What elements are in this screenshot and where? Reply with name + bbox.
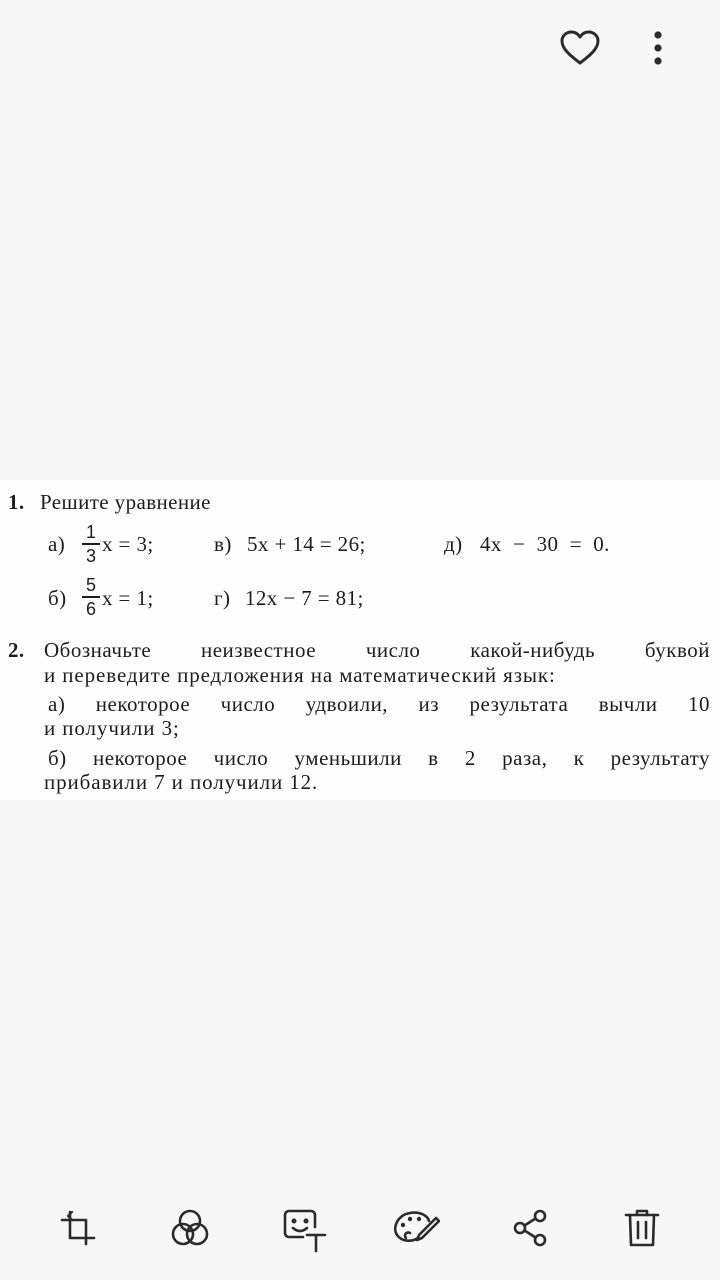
fraction-bar <box>82 543 100 545</box>
task1-a-numerator: 1 <box>85 522 96 542</box>
sticker-text-button[interactable] <box>278 1204 330 1256</box>
task2-item-a-line2: и получили 3; <box>44 716 180 740</box>
task1-a-expression: x = 3; <box>102 532 154 556</box>
task1-b-numerator: 5 <box>85 575 96 595</box>
task2-item-a-line1: а) некоторое число удвоили, из результата вычли 10 <box>48 692 710 716</box>
task1-g-label: г) <box>214 586 231 610</box>
task1-b-label: б) <box>48 586 67 610</box>
task1-number: 1. <box>8 490 25 514</box>
task1-a-denominator: 3 <box>85 546 96 566</box>
task1-b-expression: x = 1; <box>102 586 154 610</box>
photo-image <box>0 480 720 800</box>
delete-button[interactable] <box>618 1204 666 1252</box>
task2-item-b-line1: б) некоторое число уменьшили в 2 раза, к результату <box>48 746 710 770</box>
delete-icon <box>622 1207 662 1249</box>
draw-button[interactable] <box>390 1204 442 1252</box>
task1-a-label: а) <box>48 532 66 556</box>
sticker-text-icon <box>281 1207 327 1253</box>
crop-rotate-button[interactable] <box>54 1204 102 1252</box>
top-bar <box>0 0 720 96</box>
task1-d-expression: 4x − 30 = 0. <box>480 532 610 556</box>
task1-g-expression: 12x − 7 = 81; <box>245 586 364 610</box>
task2-number: 2. <box>8 638 25 662</box>
task1-v-label: в) <box>214 532 232 556</box>
filters-icon <box>169 1207 211 1249</box>
favorite-button[interactable] <box>556 24 604 72</box>
filters-button[interactable] <box>166 1204 214 1252</box>
share-button[interactable] <box>506 1204 554 1252</box>
task1-b-denominator: 6 <box>85 599 96 619</box>
more-options-button[interactable] <box>640 24 676 72</box>
task2-text-line1: Обозначьте неизвестное число какой-нибудь буквой <box>44 638 710 662</box>
fraction-bar <box>82 596 100 598</box>
task1-d-label: д) <box>444 532 463 556</box>
task1-a-fraction <box>82 523 100 565</box>
task1-title: Решите уравнение <box>40 490 211 514</box>
task1-v-expression: 5x + 14 = 26; <box>247 532 366 556</box>
task2-item-b-line2: прибавили 7 и получили 12. <box>44 770 319 794</box>
task2-text-line2: и переведите предложения на математический язык: <box>44 663 556 687</box>
bottom-toolbar <box>0 1180 720 1280</box>
crop-rotate-icon <box>58 1208 98 1248</box>
heart-icon <box>560 30 600 66</box>
task1-b-fraction <box>82 576 100 618</box>
share-icon <box>510 1208 550 1248</box>
more-vert-icon <box>653 30 663 66</box>
palette-draw-icon <box>392 1208 440 1248</box>
